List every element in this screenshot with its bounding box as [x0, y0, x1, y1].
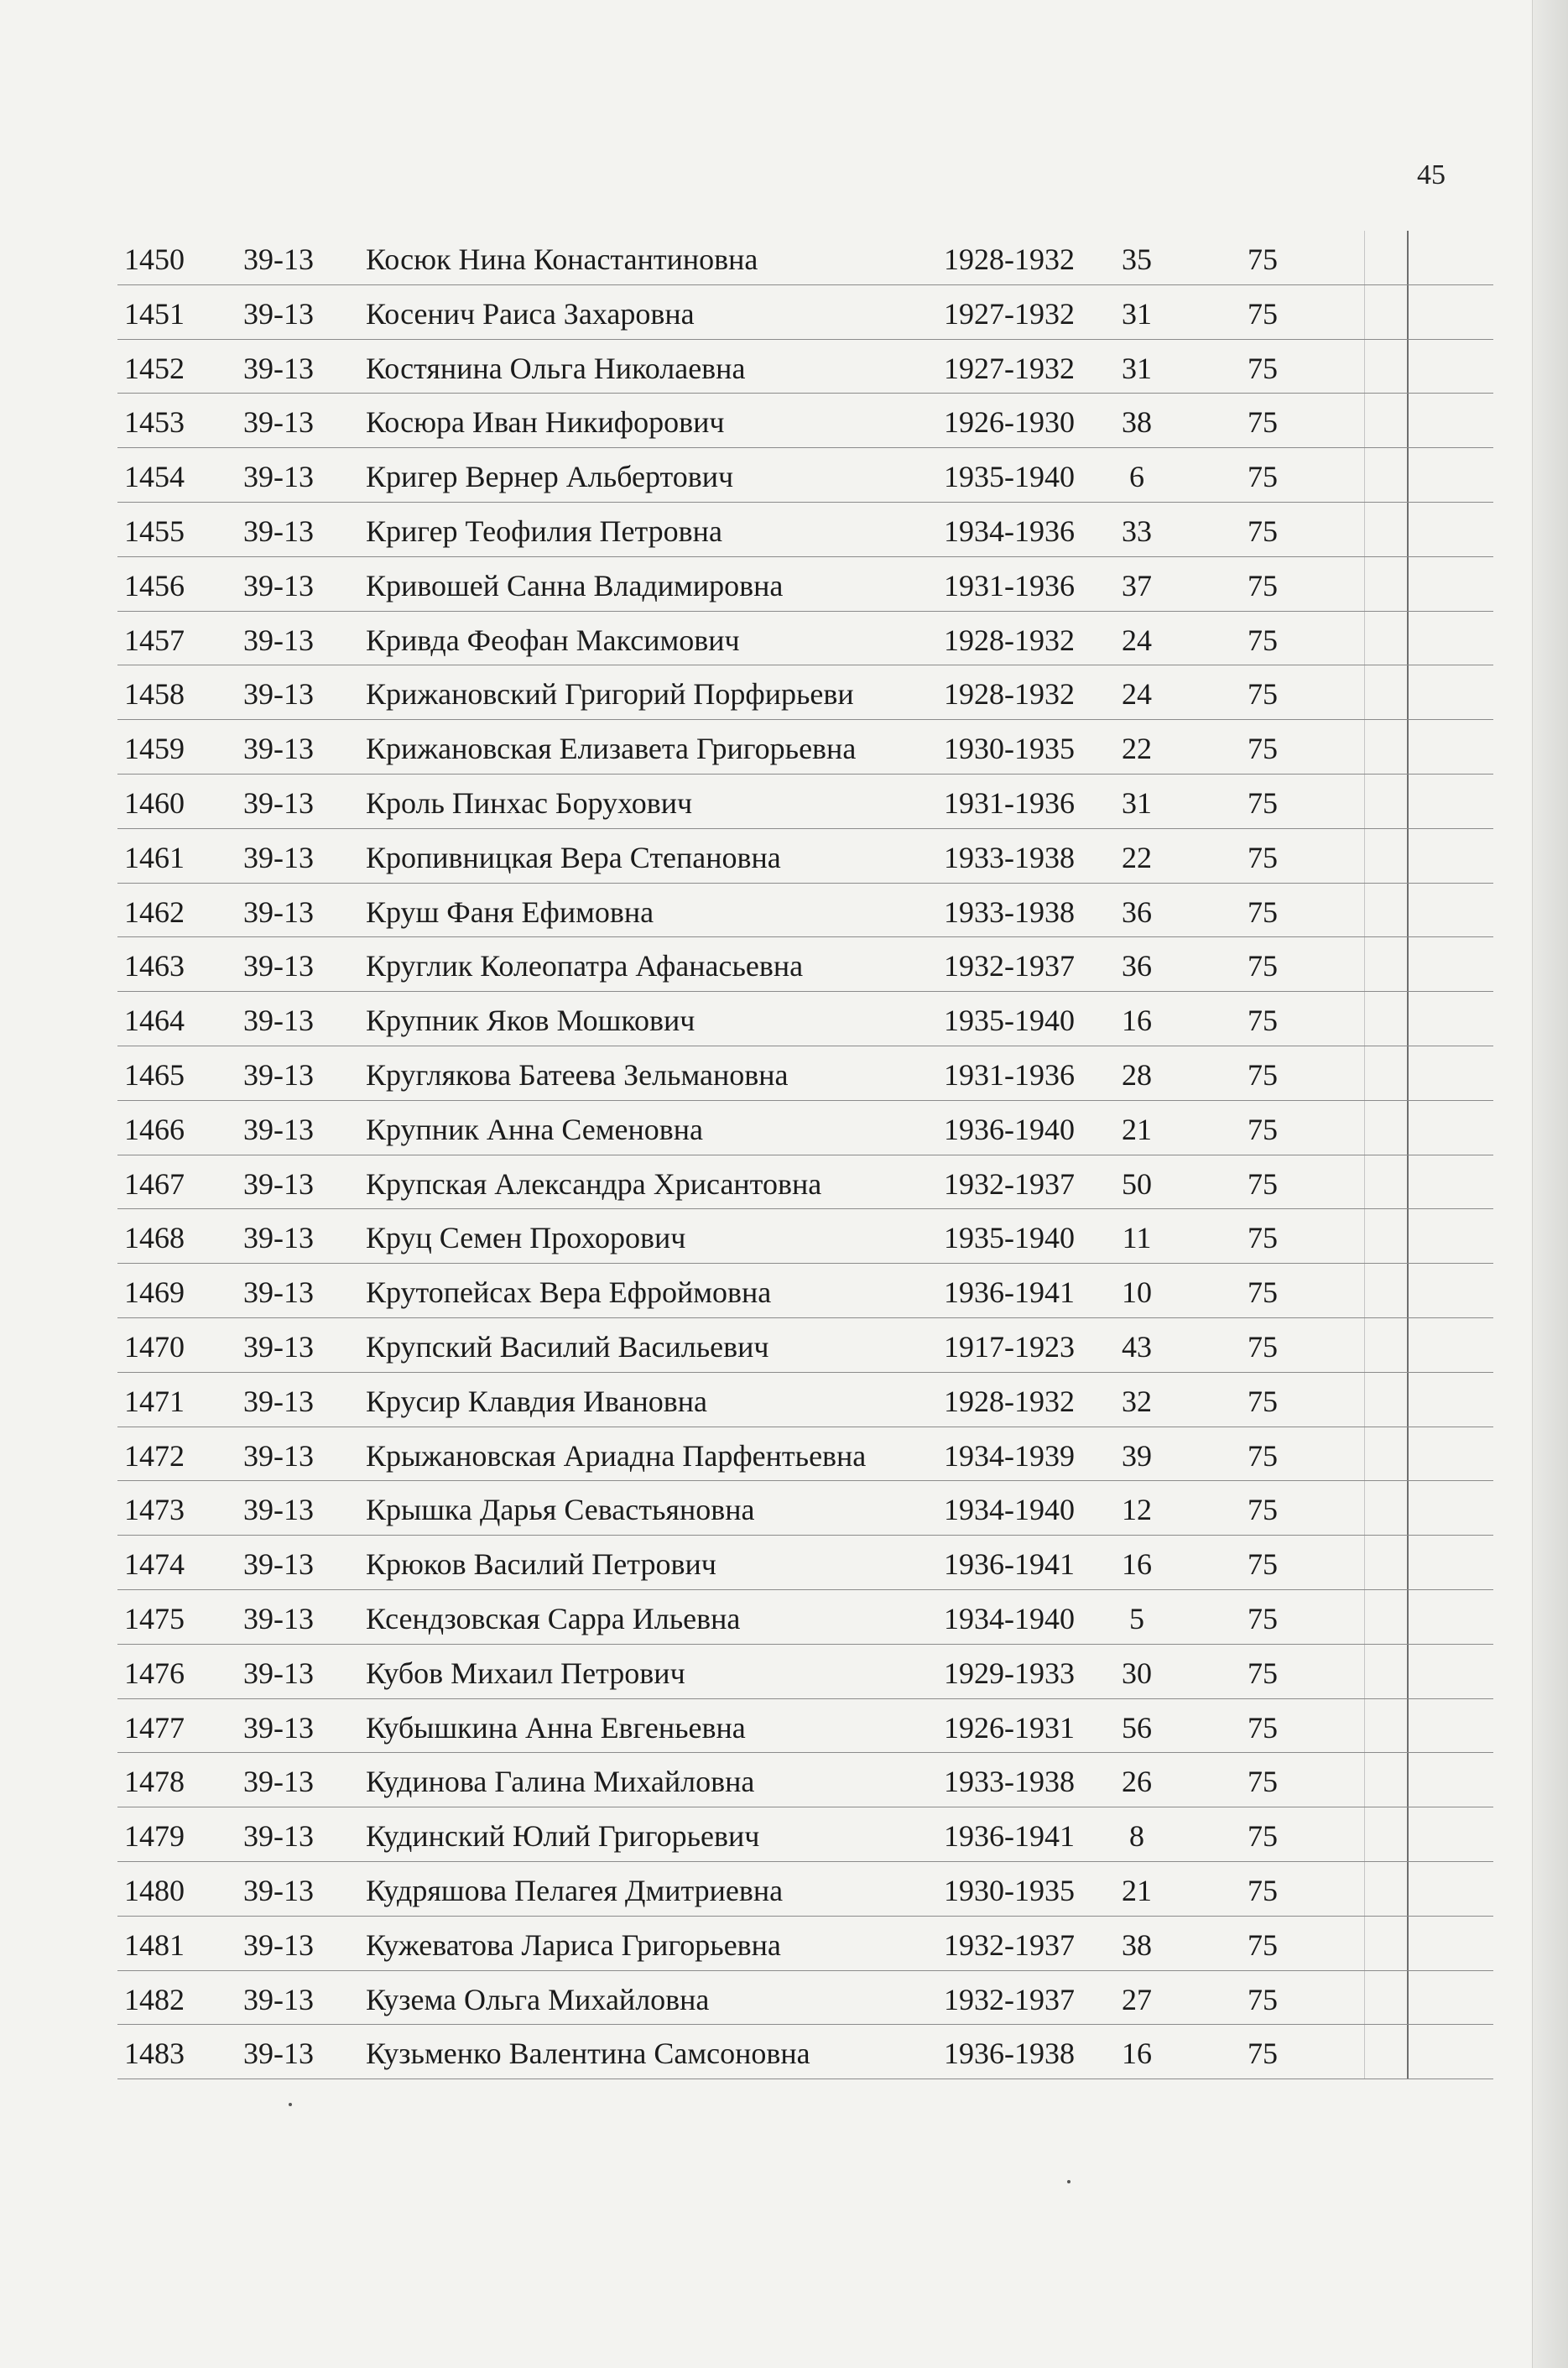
record-age: 10: [1122, 1275, 1152, 1310]
record-years: 1931-1936: [944, 568, 1075, 602]
table-row: [117, 1590, 1493, 1645]
record-value: 75: [1248, 1601, 1278, 1635]
person-name: Кубов Михаил Петрович: [366, 1656, 685, 1690]
person-name: Кудинский Юлий Григорьевич: [366, 1819, 760, 1854]
record-value: 75: [1248, 785, 1278, 820]
record-years: 1936-1941: [944, 1819, 1075, 1854]
record-age: 39: [1122, 1438, 1152, 1473]
record-code: 39-13: [243, 405, 314, 440]
record-years: 1926-1931: [944, 1710, 1075, 1745]
record-age: 16: [1122, 2037, 1152, 2071]
record-code: 39-13: [243, 1547, 314, 1582]
record-value: 75: [1248, 460, 1278, 494]
record-age: 31: [1122, 351, 1152, 385]
record-code: 39-13: [243, 1710, 314, 1745]
record-code: 39-13: [243, 2037, 314, 2071]
record-age: 6: [1129, 460, 1144, 494]
page-edge: [1532, 0, 1568, 2368]
table-row: [117, 394, 1493, 448]
record-code: 39-13: [243, 1982, 314, 2016]
record-code: 39-13: [243, 949, 314, 983]
record-age: 8: [1129, 1819, 1144, 1854]
record-age: 26: [1122, 1765, 1152, 1799]
record-age: 16: [1122, 1547, 1152, 1582]
record-number: 1481: [124, 1927, 185, 1962]
table-row: [117, 1536, 1493, 1590]
record-value: 75: [1248, 1112, 1278, 1146]
table-row: [117, 231, 1493, 285]
record-years: 1917-1923: [944, 1329, 1075, 1364]
table-row: [117, 1264, 1493, 1318]
record-value: 75: [1248, 677, 1278, 712]
table-row: [117, 720, 1493, 775]
record-years: 1932-1937: [944, 1982, 1075, 2016]
record-value: 75: [1248, 568, 1278, 602]
table-row: [117, 1917, 1493, 1971]
record-code: 39-13: [243, 895, 314, 929]
table-row: [117, 612, 1493, 666]
person-name: Крупник Анна Семеновна: [366, 1112, 704, 1146]
record-age: 38: [1122, 1927, 1152, 1962]
record-years: 1927-1932: [944, 296, 1075, 331]
record-value: 75: [1248, 1384, 1278, 1418]
record-code: 39-13: [243, 568, 314, 602]
person-name: Ксендзовская Сарра Ильевна: [366, 1601, 741, 1635]
record-years: 1934-1940: [944, 1493, 1075, 1527]
record-number: 1467: [124, 1166, 185, 1201]
record-age: 35: [1122, 243, 1152, 276]
record-years: 1932-1937: [944, 1166, 1075, 1201]
person-name: Круц Семен Прохорович: [366, 1221, 686, 1255]
person-name: Косюк Нина Конастантиновна: [366, 243, 758, 276]
record-years: 1930-1935: [944, 732, 1075, 766]
record-number: 1480: [124, 1873, 185, 1907]
record-value: 75: [1248, 623, 1278, 657]
record-code: 39-13: [243, 1819, 314, 1854]
record-age: 27: [1122, 1982, 1152, 2016]
record-value: 75: [1248, 1819, 1278, 1854]
record-age: 11: [1122, 1221, 1152, 1255]
record-code: 39-13: [243, 1221, 314, 1255]
person-name: Круглик Колеопатра Афанасьевна: [366, 949, 804, 983]
record-code: 39-13: [243, 1112, 314, 1146]
record-years: 1936-1940: [944, 1112, 1075, 1146]
table-row: [117, 557, 1493, 612]
record-value: 75: [1248, 296, 1278, 331]
record-number: 1472: [124, 1438, 185, 1473]
record-years: 1934-1939: [944, 1438, 1075, 1473]
record-number: 1466: [124, 1112, 185, 1146]
table-row: [117, 884, 1493, 938]
record-years: 1931-1936: [944, 785, 1075, 820]
register-table: [117, 231, 1493, 2079]
record-number: 1482: [124, 1982, 185, 2016]
record-years: 1926-1930: [944, 405, 1075, 440]
record-age: 32: [1122, 1384, 1152, 1418]
record-years: 1936-1938: [944, 2037, 1075, 2071]
record-age: 5: [1129, 1601, 1144, 1635]
record-age: 12: [1122, 1493, 1152, 1527]
record-number: 1473: [124, 1493, 185, 1527]
person-name: Крышка Дарья Севастьяновна: [366, 1493, 755, 1527]
record-number: 1471: [124, 1384, 185, 1418]
record-value: 75: [1248, 1547, 1278, 1582]
record-value: 75: [1248, 1765, 1278, 1799]
record-code: 39-13: [243, 1166, 314, 1201]
record-code: 39-13: [243, 296, 314, 331]
record-number: 1463: [124, 949, 185, 983]
person-name: Кривошей Санна Владимировна: [366, 568, 784, 602]
table-row: [117, 1373, 1493, 1427]
record-value: 75: [1248, 351, 1278, 385]
record-age: 22: [1122, 732, 1152, 766]
table-row: [117, 829, 1493, 884]
record-age: 28: [1122, 1057, 1152, 1092]
table-row: [117, 1155, 1493, 1210]
record-value: 75: [1248, 1221, 1278, 1255]
record-number: 1483: [124, 2037, 185, 2071]
person-name: Косенич Раиса Захаровна: [366, 296, 695, 331]
record-years: 1933-1938: [944, 1765, 1075, 1799]
record-value: 75: [1248, 1438, 1278, 1473]
record-code: 39-13: [243, 1057, 314, 1092]
record-number: 1455: [124, 514, 185, 548]
record-age: 16: [1122, 1004, 1152, 1038]
record-code: 39-13: [243, 243, 314, 276]
record-value: 75: [1248, 1329, 1278, 1364]
table-row: [117, 1645, 1493, 1699]
person-name: Круглякова Батеева Зельмановна: [366, 1057, 789, 1092]
record-number: 1478: [124, 1765, 185, 1799]
record-number: 1469: [124, 1275, 185, 1310]
table-row: [117, 775, 1493, 829]
record-code: 39-13: [243, 677, 314, 712]
record-code: 39-13: [243, 514, 314, 548]
table-row: [117, 1427, 1493, 1482]
person-name: Крупская Александра Хрисантовна: [366, 1166, 822, 1201]
person-name: Крусир Клавдия Ивановна: [366, 1384, 707, 1418]
record-age: 21: [1122, 1873, 1152, 1907]
record-years: 1929-1933: [944, 1656, 1075, 1690]
record-value: 75: [1248, 243, 1278, 276]
person-name: Кузема Ольга Михайловна: [366, 1982, 710, 2016]
table-row: [117, 1971, 1493, 2026]
record-number: 1451: [124, 296, 185, 331]
record-age: 56: [1122, 1710, 1152, 1745]
record-code: 39-13: [243, 1004, 314, 1038]
record-number: 1468: [124, 1221, 185, 1255]
person-name: Круш Фаня Ефимовна: [366, 895, 654, 929]
table-row: [117, 1807, 1493, 1862]
record-value: 75: [1248, 514, 1278, 548]
record-years: 1928-1932: [944, 623, 1075, 657]
table-row: [117, 2025, 1493, 2079]
record-years: 1930-1935: [944, 1873, 1075, 1907]
person-name: Кропивницкая Вера Степановна: [366, 840, 781, 874]
record-code: 39-13: [243, 1873, 314, 1907]
table-row: [117, 340, 1493, 394]
record-number: 1462: [124, 895, 185, 929]
record-value: 75: [1248, 1710, 1278, 1745]
record-number: 1453: [124, 405, 185, 440]
record-years: 1931-1936: [944, 1057, 1075, 1092]
record-value: 75: [1248, 949, 1278, 983]
record-number: 1474: [124, 1547, 185, 1582]
person-name: Крижановский Григорий Порфирьеви: [366, 677, 854, 712]
record-number: 1452: [124, 351, 185, 385]
record-code: 39-13: [243, 732, 314, 766]
record-number: 1479: [124, 1819, 185, 1854]
record-value: 75: [1248, 1275, 1278, 1310]
record-code: 39-13: [243, 785, 314, 820]
record-age: 24: [1122, 623, 1152, 657]
person-name: Крыжановская Ариадна Парфентьевна: [366, 1438, 867, 1473]
record-number: 1477: [124, 1710, 185, 1745]
record-number: 1450: [124, 243, 185, 276]
table-row: [117, 1699, 1493, 1754]
table-row: [117, 1481, 1493, 1536]
table-row: [117, 448, 1493, 503]
record-number: 1464: [124, 1004, 185, 1038]
record-age: 50: [1122, 1166, 1152, 1201]
record-age: 36: [1122, 949, 1152, 983]
record-value: 75: [1248, 1656, 1278, 1690]
person-name: Кудряшова Пелагея Дмитриевна: [366, 1873, 784, 1907]
record-number: 1475: [124, 1601, 185, 1635]
record-value: 75: [1248, 2037, 1278, 2071]
record-value: 75: [1248, 1057, 1278, 1092]
person-name: Крупский Василий Васильевич: [366, 1329, 769, 1364]
record-number: 1470: [124, 1329, 185, 1364]
record-code: 39-13: [243, 1384, 314, 1418]
record-years: 1928-1932: [944, 677, 1075, 712]
person-name: Крюков Василий Петрович: [366, 1547, 716, 1582]
person-name: Кубышкина Анна Евгеньевна: [366, 1710, 746, 1745]
record-code: 39-13: [243, 1438, 314, 1473]
record-code: 39-13: [243, 460, 314, 494]
table-row: [117, 285, 1493, 340]
record-code: 39-13: [243, 1927, 314, 1962]
record-code: 39-13: [243, 1656, 314, 1690]
record-number: 1460: [124, 785, 185, 820]
table-row: [117, 937, 1493, 992]
paper-speck: [289, 2103, 292, 2106]
person-name: Костянина Ольга Николаевна: [366, 351, 746, 385]
record-age: 24: [1122, 677, 1152, 712]
record-age: 22: [1122, 840, 1152, 874]
record-number: 1461: [124, 840, 185, 874]
record-years: 1932-1937: [944, 949, 1075, 983]
table-row: [117, 1318, 1493, 1373]
record-years: 1928-1932: [944, 1384, 1075, 1418]
record-value: 75: [1248, 1493, 1278, 1527]
table-row: [117, 665, 1493, 720]
table-row: [117, 1753, 1493, 1807]
record-age: 37: [1122, 568, 1152, 602]
table-row: [117, 1862, 1493, 1917]
person-name: Кроль Пинхас Борухович: [366, 785, 693, 820]
paper-speck: [1067, 2180, 1071, 2183]
record-number: 1454: [124, 460, 185, 494]
record-code: 39-13: [243, 840, 314, 874]
person-name: Кудинова Галина Михайловна: [366, 1765, 755, 1799]
person-name: Крутопейсах Вера Ефроймовна: [366, 1275, 772, 1310]
record-age: 31: [1122, 785, 1152, 820]
record-years: 1936-1941: [944, 1275, 1075, 1310]
record-years: 1933-1938: [944, 895, 1075, 929]
record-years: 1932-1937: [944, 1927, 1075, 1962]
person-name: Кривда Феофан Максимович: [366, 623, 740, 657]
record-code: 39-13: [243, 1493, 314, 1527]
table-row: [117, 1046, 1493, 1101]
person-name: Крижановская Елизавета Григорьевна: [366, 732, 857, 766]
record-code: 39-13: [243, 1275, 314, 1310]
table-row: [117, 503, 1493, 557]
record-value: 75: [1248, 405, 1278, 440]
record-value: 75: [1248, 1982, 1278, 2016]
record-age: 31: [1122, 296, 1152, 331]
record-age: 30: [1122, 1656, 1152, 1690]
record-number: 1476: [124, 1656, 185, 1690]
record-code: 39-13: [243, 1601, 314, 1635]
person-name: Кузьменко Валентина Самсоновна: [366, 2037, 810, 2071]
record-value: 75: [1248, 1004, 1278, 1038]
record-number: 1459: [124, 732, 185, 766]
table-row: [117, 992, 1493, 1046]
person-name: Кригер Вернер Альбертович: [366, 460, 734, 494]
record-value: 75: [1248, 1166, 1278, 1201]
record-years: 1936-1941: [944, 1547, 1075, 1582]
person-name: Крупник Яков Мошкович: [366, 1004, 695, 1038]
record-years: 1935-1940: [944, 460, 1075, 494]
record-years: 1934-1940: [944, 1601, 1075, 1635]
record-age: 43: [1122, 1329, 1152, 1364]
page-number: 45: [1417, 159, 1446, 190]
record-age: 33: [1122, 514, 1152, 548]
record-number: 1465: [124, 1057, 185, 1092]
record-code: 39-13: [243, 1329, 314, 1364]
record-code: 39-13: [243, 1765, 314, 1799]
table-row: [117, 1101, 1493, 1155]
record-years: 1933-1938: [944, 840, 1075, 874]
person-name: Кригер Теофилия Петровна: [366, 514, 722, 548]
record-value: 75: [1248, 840, 1278, 874]
record-age: 36: [1122, 895, 1152, 929]
record-value: 75: [1248, 1873, 1278, 1907]
record-years: 1927-1932: [944, 351, 1075, 385]
table-row: [117, 1209, 1493, 1264]
person-name: Кужеватова Лариса Григорьевна: [366, 1927, 781, 1962]
person-name: Косюра Иван Никифорович: [366, 405, 725, 440]
record-number: 1457: [124, 623, 185, 657]
record-code: 39-13: [243, 623, 314, 657]
record-number: 1456: [124, 568, 185, 602]
record-number: 1458: [124, 677, 185, 712]
record-value: 75: [1248, 895, 1278, 929]
record-value: 75: [1248, 732, 1278, 766]
record-years: 1935-1940: [944, 1221, 1075, 1255]
record-code: 39-13: [243, 351, 314, 385]
record-age: 38: [1122, 405, 1152, 440]
record-age: 21: [1122, 1112, 1152, 1146]
record-years: 1934-1936: [944, 514, 1075, 548]
record-years: 1928-1932: [944, 243, 1075, 276]
record-years: 1935-1940: [944, 1004, 1075, 1038]
record-value: 75: [1248, 1927, 1278, 1962]
